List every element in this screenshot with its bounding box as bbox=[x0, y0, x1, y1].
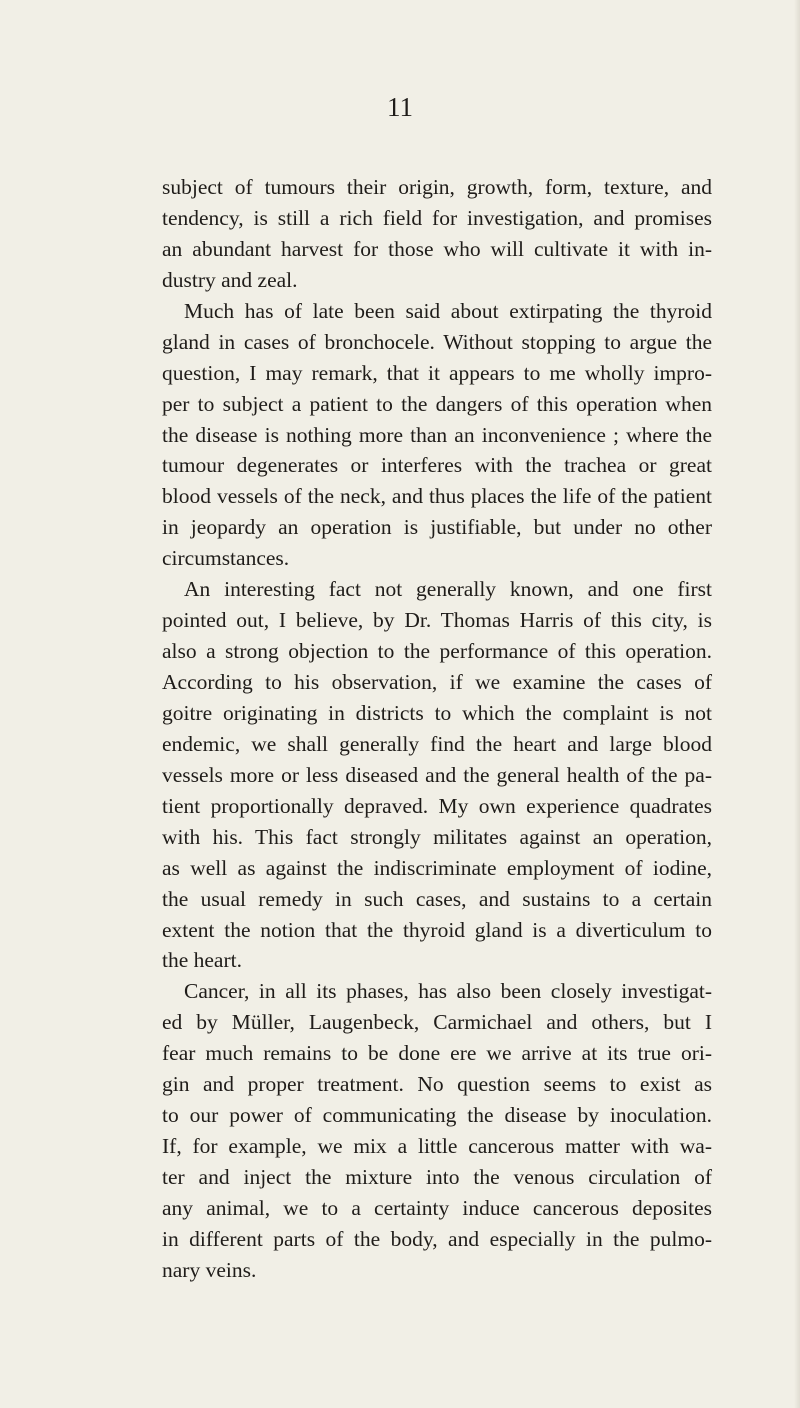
body-text bbox=[162, 172, 712, 1286]
text-line: gland in cases of bronchocele. Without stopping to argue the bbox=[162, 329, 712, 354]
text-line: gin and proper treatment. No question seems to exist as bbox=[162, 1072, 712, 1097]
text-line: ed by Müller, Laugenbeck, Carmichael and others, but I bbox=[162, 1010, 712, 1035]
text-line: also a strong objection to the performance of this operation. bbox=[162, 639, 712, 664]
text-line: extent the notion that the thyroid gland is a diverticulum to bbox=[162, 917, 712, 942]
text-line: subject of tumours their origin, growth, form, texture, and bbox=[162, 175, 712, 199]
text-line: ter and inject the mixture into the venous circulation of bbox=[162, 1165, 712, 1189]
text-line: tient proportionally depraved. My own experience quadrates bbox=[162, 793, 712, 818]
text-line: the heart. bbox=[162, 948, 242, 973]
text-line: blood vessels of the neck, and thus places the life of the patient bbox=[162, 484, 712, 509]
text-line: the usual remedy in such cases, and sustains to a certain bbox=[162, 886, 712, 911]
text-line: Much has of late been said about extirpating the thyroid bbox=[184, 298, 712, 323]
text-line: vessels more or less diseased and the general health of the pa- bbox=[162, 762, 712, 787]
text-line: If, for example, we mix a little cancerous matter with wa- bbox=[162, 1134, 712, 1159]
text-line: the disease is nothing more than an inconvenience ; where the bbox=[162, 422, 712, 447]
text-line: endemic, we shall generally find the heart and large blood bbox=[162, 731, 712, 756]
text-line: question, I may remark, that it appears to me wholly impro- bbox=[162, 360, 712, 385]
text-line: an abundant harvest for those who will cultivate it with in- bbox=[162, 236, 712, 261]
text-line: to our power of communicating the disease by inoculation. bbox=[162, 1103, 712, 1128]
text-line: in jeopardy an operation is justifiable, but under no other bbox=[162, 515, 712, 540]
text-line: tumour degenerates or interferes with the trachea or great bbox=[162, 453, 712, 478]
page-number: 11 bbox=[387, 92, 413, 122]
text-line: fear much remains to be done ere we arrive at its true ori- bbox=[162, 1041, 712, 1066]
text-line: circumstances. bbox=[162, 546, 290, 571]
text-line: An interesting fact not generally known, and one first bbox=[184, 577, 712, 602]
text-line: tendency, is still a rich field for investigation, and promises bbox=[162, 205, 712, 230]
text-line: as well as against the indiscriminate employment of iodine, bbox=[162, 855, 712, 880]
text-line: in different parts of the body, and especially in the pulmo- bbox=[162, 1226, 712, 1251]
text-line: goitre originating in districts to which the complaint is not bbox=[162, 700, 712, 725]
text-line: dustry and zeal. bbox=[162, 267, 298, 292]
text-line: per to subject a patient to the dangers of this operation when bbox=[162, 391, 712, 416]
text-line: Cancer, in all its phases, has also been closely investigat- bbox=[184, 979, 712, 1004]
text-line: According to his observation, if we examine the cases of bbox=[162, 670, 712, 694]
text-line: pointed out, I believe, by Dr. Thomas Harris of this city, is bbox=[162, 608, 712, 633]
text-line: nary veins. bbox=[162, 1257, 257, 1282]
text-line: any animal, we to a certainty induce cancerous deposites bbox=[162, 1195, 712, 1220]
text-line: with his. This fact strongly militates against an operation, bbox=[162, 824, 712, 849]
page-edge-shadow bbox=[794, 0, 800, 1408]
